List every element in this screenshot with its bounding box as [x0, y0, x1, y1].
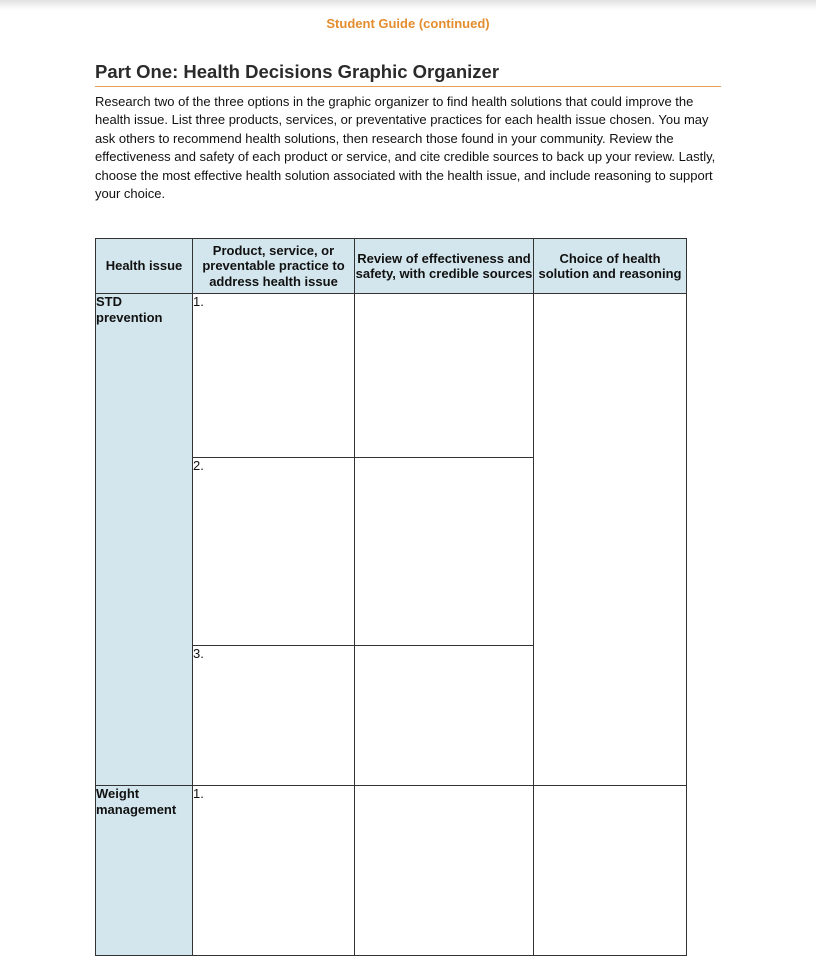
column-header-review: Review of effectiveness and safety, with credible sources [355, 239, 534, 294]
column-header-health-issue: Health issue [96, 239, 193, 294]
health-issue-weight-management: Weight management [96, 786, 193, 956]
review-entry-cell[interactable] [355, 294, 534, 458]
health-issue-std-prevention: STD prevention [96, 294, 193, 786]
review-entry-cell[interactable] [355, 458, 534, 646]
page-top-shadow [0, 0, 816, 10]
product-entry-cell[interactable]: 2. [193, 458, 355, 646]
product-entry-cell[interactable]: 1. [193, 786, 355, 956]
instructions-paragraph: Research two of the three options in the graphic organizer to find health solutions that could improve the health issue. List three products, services, or preventative practices for each health issue chosen. You may ask others to recommend health solutions, then research those found in your community. Review the effectiveness and safety of each product or service, and cite credible sources to back up your review. Lastly, choose the most effective health solution associated with the health issue, and include reasoning to support your choice. [95, 94, 716, 202]
title-underline [95, 86, 721, 87]
review-entry-cell[interactable] [355, 786, 534, 956]
choice-entry-cell[interactable] [534, 294, 687, 786]
table-header-row [96, 239, 687, 294]
choice-entry-cell[interactable] [534, 786, 687, 956]
table-row [96, 786, 687, 956]
column-header-product-service: Product, service, or preventable practice to address health issue [193, 239, 355, 294]
table-row [96, 294, 687, 458]
review-entry-cell[interactable] [355, 646, 534, 786]
section-title: Part One: Health Decisions Graphic Organizer [95, 61, 500, 82]
product-entry-cell[interactable]: 3. [193, 646, 355, 786]
running-header: Student Guide (continued) [326, 16, 490, 31]
graphic-organizer-table [95, 238, 687, 956]
column-header-choice: Choice of health solution and reasoning [534, 239, 687, 294]
product-entry-cell[interactable]: 1. [193, 294, 355, 458]
